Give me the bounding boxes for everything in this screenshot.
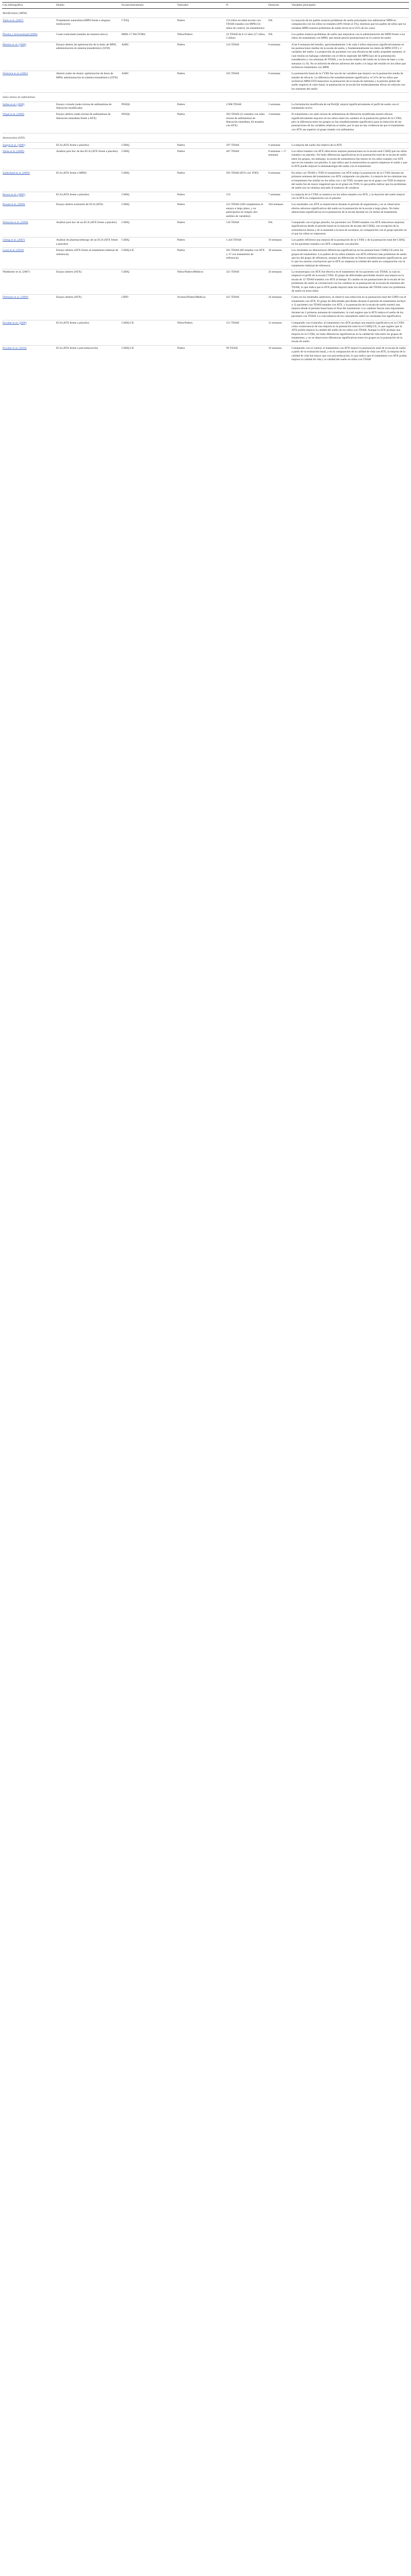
table-row bbox=[2, 148, 409, 170]
cell-study bbox=[2, 269, 56, 295]
cell-n: 153 bbox=[226, 192, 268, 202]
cell-informants: Padres bbox=[177, 170, 226, 192]
study-citation-link[interactable]: Sutherland et al. (2009) bbox=[3, 171, 30, 175]
cell-scale: CSHQ bbox=[121, 238, 177, 248]
cell-informants: Niños/Padres bbox=[177, 31, 226, 42]
cell-informants: Padres bbox=[177, 148, 226, 170]
study-citation-link[interactable]: Cheng et al. (2007) bbox=[3, 239, 25, 242]
cell-design: Ensayo cruzado (sales mixtas de anfetaminas de liberación modificada) bbox=[56, 101, 121, 112]
cell-informants: Padres bbox=[177, 219, 226, 238]
cell-duration: 7 semanas bbox=[268, 192, 291, 202]
cell-outcome: Los resultados con ATX se mantuvieron durante el período de seguimiento y no se observaron efectos adversos significativos del sueño en la puntuación de la escala a largo plazo. No hubo alteraciones significativas en la puntuación de la escala durante los 24 meses de tratamiento bbox=[291, 202, 409, 220]
cell-study bbox=[2, 170, 56, 192]
header-design: Diseño bbox=[56, 3, 121, 9]
cell-design: Ensayo abierto (ATX) bbox=[56, 269, 121, 295]
cell-study bbox=[2, 31, 56, 42]
cell-n: 421 TDAH bbox=[226, 295, 268, 320]
cell-scale: CSHQ bbox=[121, 192, 177, 202]
table-header-row bbox=[2, 3, 409, 9]
table-row bbox=[2, 170, 409, 192]
header-informants: Valorador bbox=[177, 3, 226, 9]
cell-outcome: La mejoría del sueño fue relativa de la ATX bbox=[291, 142, 409, 148]
cell-scale: ASRC bbox=[121, 42, 177, 71]
cell-duration: 8 semanas bbox=[268, 42, 291, 71]
cell-informants: Padres bbox=[177, 248, 226, 269]
cell-n: 203 TDAH (11 tratados con sales mixtas de anfetaminas de liberación inmediata, 84 tratados con ATX) bbox=[226, 112, 268, 133]
header-n: N bbox=[226, 3, 268, 9]
cell-duration: 24 semanas bbox=[268, 269, 291, 295]
table-row bbox=[2, 345, 409, 363]
study-citation-link[interactable]: Sallee et al. (2009) bbox=[3, 103, 25, 106]
cell-design: Ensayo abierto de optimización de la dosis de MPH, administración en sistema transdérmico (STD) bbox=[56, 42, 121, 71]
cell-scale: CSHQ-CE bbox=[121, 345, 177, 363]
table-row bbox=[2, 219, 409, 238]
cell-duration: 8 semanas bbox=[268, 71, 291, 93]
cell-outcome: Comparado con el placebo, el tratamiento con ATX produjo una mejoría significativa en la CYRS como consecuencia de una mejoría en la puntuación total en el CSHQ-CE, lo que sugiere que la ATX podría mejorar la calidad del sueño de los niños con TDAH. Aunque la ATX produjo una mejoría en la CYRS, no hubo diferencias significativas en la calidad de vida entre los grupos de tratamiento, y no se observaron diferencias significativas entre los grupos en la puntuación de la escala de sueño bbox=[291, 320, 409, 345]
cell-n: 124 TDAH bbox=[226, 42, 268, 71]
study-citation-link[interactable]: Escobar et al. (2009) bbox=[3, 321, 27, 325]
cell-outcome: La puntuación basal de la CYRS fue una de las variables que mejoró con la puntuación media de estudio de eficacia. La diferencia fue estadísticamente significativa: el 31% de los niños que recibieron MPH-STD mejoraron la puntuación de la escala de síntomas y la presión global del sueño respecto al valor basal; la puntuación en la escala fue moderadamente eficaz en relación con los síntomas del sueño bbox=[291, 71, 409, 93]
cell-scale: PSSQL bbox=[121, 101, 177, 112]
cell-duration: 6 semanas bbox=[268, 142, 291, 148]
section-label: Metilfenidato (MPH) bbox=[2, 9, 409, 18]
cell-duration: 8 semanas + 17 semanas bbox=[268, 148, 291, 170]
cell-scale: CSHQ bbox=[121, 219, 177, 238]
cell-n: 2.968 TDAH bbox=[226, 101, 268, 112]
table-row bbox=[2, 42, 409, 71]
cell-study bbox=[2, 101, 56, 112]
table-row bbox=[2, 112, 409, 133]
cell-duration: NA bbox=[268, 31, 291, 42]
cell-outcome: La monoterapia con ATX fue efectiva en el tratamiento de los pacientes con TDAH, la cual no empeoró el perfil de la escala CYRS. El grupo de dificultades percibidas mostró una mejora en la escala de 12 TDAH tratados con ATX al tiempo. El cambio en las puntuaciones de la escala de los problemas de sueño se correlacionó con los cambios en la puntuación de la escala de síntomas del TDAH, lo que indica que la ATX puede mejorar tanto los síntomas del TDAH como los problemas de sueño en estos niños bbox=[291, 269, 409, 295]
study-citation-link[interactable]: Wigal et al. (2009) bbox=[3, 113, 25, 116]
study-citation-link[interactable]: Pliszka y Schwarzkopf (2006) bbox=[3, 32, 38, 36]
cell-n: 297 TDAH bbox=[226, 142, 268, 148]
table-row bbox=[2, 295, 409, 320]
cell-informants: Padres bbox=[177, 18, 226, 31]
cell-scale: MMS 17 FACTORS bbox=[121, 31, 177, 42]
cell-duration: 10 semanas bbox=[268, 345, 291, 363]
cell-study bbox=[2, 142, 56, 148]
table-row bbox=[2, 101, 409, 112]
cell-outcome: A las 8 semanas del estudio, aproximadamente 3 de cada 4 niños mejoraron significativamente en las puntuaciones medias de la escala de sueño, y fundamentalmente los ítems de MPH-STD y 2 variables del sueño. La proporción de pacientes con una eficiencia del sueño aceptable aumentó, lo cual resulta un hallazgo coherente con el efecto esperado del MPH (uso de la presentación transdérmica y los síntomas de TDAH, y en la escala relativa del sueño en la línea de base y a las semanas 4 y 8). No se informó de efectos adversos del sueño a lo largo del estudio en los niños que recibieron tratamiento con MPH bbox=[291, 42, 409, 71]
table-row bbox=[2, 269, 409, 295]
cell-scale: CTSQ bbox=[121, 18, 177, 31]
study-citation-link[interactable]: Weiss et al. (2006) bbox=[3, 149, 24, 153]
cell-outcome: En niños con TDAH y TOD el tratamiento con ATX redujo la puntuación de la CYRS durante las primeras semanas del tratamiento con ATX comparado con placebo. La mejoría de los síntomas tras el tratamiento fue similar en los niños con y sin TOD, excepto que en el grupo con TOD la mejoría del sueño fue de mayor magnitud que en el grupo sin TOD, lo que podría indicar que los problemas de sueño son un síntoma asociado al trastorno de conducta bbox=[291, 170, 409, 192]
cell-duration: 24 semanas bbox=[268, 295, 291, 320]
cell-duration: 30 semanas bbox=[268, 248, 291, 269]
cell-outcome: Los niños tratados con ATX obtuvieron mejores puntuaciones en la escala total CSHQ que los niños tratados con placebo. No hubo diferencias significativas en la puntuación total de la escala de sueño entre los grupos, sin embargo, la escala de somnolencia fue menor en los niños tratados con ATX que en los tratados con placebo, lo que indica que la atomoxetina no parece empeorar el sueño y que la ATX puede mejorar la sintomatología del sueño con el tratamiento bbox=[291, 148, 409, 170]
cell-n: 1.424 TDAH bbox=[226, 238, 268, 248]
cell-design: Ensayo abierto extensión de ECA (ATX) bbox=[56, 202, 121, 220]
table-row bbox=[2, 202, 409, 220]
cell-duration: 12 semanas bbox=[268, 320, 291, 345]
cell-design: ECA (ATX frente a placebo) bbox=[56, 192, 121, 202]
cell-design: Ensayo abierto (ATX) bbox=[56, 295, 121, 320]
cell-scale: GIPD bbox=[121, 295, 177, 320]
cell-study bbox=[2, 148, 56, 170]
cell-design: ECA (ATX frente a psicoeducación) bbox=[56, 345, 121, 363]
cell-design: ECA (ATX frente a MPH) bbox=[56, 170, 121, 192]
cell-informants: Padres bbox=[177, 71, 226, 93]
table-row bbox=[2, 192, 409, 202]
cell-design: Tratamiento naturalista (MPH frente a ninguna medicación) bbox=[56, 18, 121, 31]
section-row bbox=[2, 133, 409, 142]
cell-informants: Padres bbox=[177, 42, 226, 71]
cell-n: 165 TDAH bbox=[226, 71, 268, 93]
cell-informants: Padres bbox=[177, 142, 226, 148]
section-row bbox=[2, 9, 409, 18]
cell-study bbox=[2, 192, 56, 202]
section-label: Atomoxetina (ATX) bbox=[2, 133, 409, 142]
header-study: Cita bibliográfica bbox=[2, 3, 56, 9]
cell-study bbox=[2, 295, 56, 320]
cell-n: 205 TDAH (95% con TOD) bbox=[226, 170, 268, 192]
cell-design: Análisis post hoc de dos ECA (ATX frente a placebo) bbox=[56, 148, 121, 170]
cell-scale: CSHQ bbox=[121, 269, 177, 295]
table-row bbox=[2, 248, 409, 269]
cell-study bbox=[2, 345, 56, 363]
cell-informants: Jóvenes/Padres/Médicos bbox=[177, 295, 226, 320]
table-row bbox=[2, 142, 409, 148]
cell-n: 201 TDAH (60 tratados con ATX y 37 con tratamiento de referencia) bbox=[226, 248, 268, 269]
cell-outcome: El tratamiento con sales mixtas de anfetaminas de liberación modificada mostró efectos significativamente mayores en los niños sobre los cambios en la puntuación global de la CYRS, pero la diferencia entre los grupos no fue estadísticamente significativa para la reducción de las puntuaciones de las variables relativas al sueño, por lo que no hay evidencia de que el tratamiento con ATX sea superior al grupo tratado con anfetamina bbox=[291, 112, 409, 133]
cell-n: 99 TDAH bbox=[226, 345, 268, 363]
study-citation-link[interactable]: Wietecha et al. (2009) bbox=[3, 221, 28, 224]
cell-duration: 8 semanas bbox=[268, 170, 291, 192]
table-body bbox=[2, 9, 409, 363]
cell-outcome: Como en los resultados anteriores, se observó una reducción en la puntuación total del GIPD con el tratamiento con ATX. El grupo de dificultades percibidas durante el período de tratamiento incluyó a 12 pacientes con TDAH tratados con ATX, y la puntuación de la escala de sueño mostró una mejoría desde el período basal hasta el final del tratamiento. Los cambios fueron más importantes durante las 2 primeras semanas de tratamiento, lo cual sugiere que la ATX mejora el sueño de los pacientes con TDAH. La concordancia de los valoradores sobre los resultados fue significativa bbox=[291, 295, 409, 320]
study-citation-link[interactable]: Escobar et al. (2010) bbox=[3, 346, 27, 350]
study-citation-link[interactable]: Dittmann et al. (2009) bbox=[3, 296, 28, 299]
cell-study bbox=[2, 320, 56, 345]
cell-outcome: La formulación modificada de sal PeriQL mejoró significativamente el perfil de sueño con el tratamiento activo bbox=[291, 101, 409, 112]
cell-study bbox=[2, 18, 56, 31]
cell-informants: Padres bbox=[177, 202, 226, 220]
cell-duration: NA bbox=[268, 18, 291, 31]
study-citation-link[interactable]: Sangal et al. (2006) bbox=[3, 143, 25, 147]
cell-n: 114 niños en edad escolar con TDAH tratados con MPH (54 niños de control, sin tratamiento) bbox=[226, 18, 268, 31]
cell-informants: Niños/Padres bbox=[177, 320, 226, 345]
cell-study bbox=[2, 42, 56, 71]
cell-n: 22 TDAH de 6-12 años (17 niños, 5 niñas) bbox=[226, 31, 268, 42]
cell-n: 510 TDAH bbox=[226, 219, 268, 238]
cell-scale: CSHQ bbox=[121, 148, 177, 170]
cell-informants: Padres bbox=[177, 238, 226, 248]
cell-duration: 104 semanas bbox=[268, 202, 291, 220]
cell-design: Ensayo abierto (sales mixtas de anfetaminas de liberación inmediata frente a ATX) bbox=[56, 112, 121, 133]
header-duration: Duración bbox=[268, 3, 291, 9]
cell-n: 412 TDAH (100 completaron el ensayo a largo plazo, y no participaron en ningún otro análisis de variables) bbox=[226, 202, 268, 220]
cell-n: 151 TDAH bbox=[226, 320, 268, 345]
cell-informants: Padres bbox=[177, 192, 226, 202]
cell-design: Abierto (salto de dosis): optimización de dosis de MPH, administración en sistema transdérmico (STD) bbox=[56, 71, 121, 93]
cell-design: Análisis de pharmacotherapy de un ECA (ATX frente a placebo) bbox=[56, 238, 121, 248]
study-citation-link[interactable]: Lizza et al. (2010) bbox=[3, 249, 24, 252]
cell-duration: 3 semanas bbox=[268, 112, 291, 133]
cell-scale: CSHQ bbox=[121, 142, 177, 148]
cell-outcome: La mejoría de la CYRS se mantuvo en los niños tratados con ATX, y la duración del sueño mejoró con la ATX en comparación con el placebo bbox=[291, 192, 409, 202]
cell-outcome: Los padres refirieron una mejoría de la puntuación de la CYRS y de la puntuación total del CSHQ en los pacientes tratados con ATX comparado con placebo bbox=[291, 238, 409, 248]
cell-study bbox=[2, 202, 56, 220]
studies-table bbox=[2, 2, 409, 363]
table-row bbox=[2, 31, 409, 42]
cell-outcome: Los resultados no demostraron diferencias significativas en las puntuaciones CSHQ-CE entre los grupos de tratamiento. Los padres de los niños tratados con ATX refirieron más problemas de sueño que los del grupo de referencia, aunque las diferencias no fueron estadísticamente significativas, por lo que los autores concluyeron que la ATX no empeora la calidad del sueño en comparación con el tratamiento habitual de referencia bbox=[291, 248, 409, 269]
cell-study bbox=[2, 238, 56, 248]
table-row bbox=[2, 320, 409, 345]
cell-scale: ASRC bbox=[121, 71, 177, 93]
cell-informants: Padres bbox=[177, 101, 226, 112]
cell-study bbox=[2, 71, 56, 93]
cell-design: Análisis post hoc de un ECA (ATX frente a placebo) bbox=[56, 219, 121, 238]
cell-study bbox=[2, 219, 56, 238]
table-row bbox=[2, 71, 409, 93]
study-citation-link[interactable]: Prasad et al. (2009) bbox=[3, 203, 25, 207]
cell-design: ECA (ATX frente a placebo) bbox=[56, 320, 121, 345]
cell-outcome: Los padres notaron problemas de sueño que mejoraron con la administración del MPH frente a los niños sin tratamiento con MPH, que tenían peores puntuaciones en el control de sueño bbox=[291, 31, 409, 42]
section-label: Sales mixtas de anfetaminas bbox=[2, 93, 409, 101]
header-scale: Escala/instrumento bbox=[121, 3, 177, 9]
table-row bbox=[2, 18, 409, 31]
study-citation: Waldmeier et al. (2007) bbox=[3, 270, 30, 274]
cell-study bbox=[2, 112, 56, 133]
table-row bbox=[2, 238, 409, 248]
section-row bbox=[2, 93, 409, 101]
cell-outcome: La mayoría de los padres notaron problemas de sueño principales tras administrar MPH en comparación con los niños no tratados (40% frente al 3%), mientras que los padres de niños que no tomaban MPH notaron problemas de sueño leves en el 25% de los casos bbox=[291, 18, 409, 31]
header-outcome: Variables principales bbox=[291, 3, 409, 9]
cell-scale: CSHQ-CE bbox=[121, 248, 177, 269]
cell-design: Ensayo abierto (ATX frente al tratamiento habitual de referencia) bbox=[56, 248, 121, 269]
cell-scale: CSHQ bbox=[121, 170, 177, 192]
cell-outcome: Comparado con el grupo placebo, los pacientes con TDAH tratados con ATX obtuvieron mejorías significativas desde el período basal en la mayoría de escalas del CSHQ, con excepción de la somnolencia diurna y de la ansiedad a la hora de acostarse, en comparación con el grupo placebo en el que los niños no mejoraron bbox=[291, 219, 409, 238]
cell-scale: PSSQL bbox=[121, 112, 177, 133]
cell-informants: Padres bbox=[177, 112, 226, 133]
cell-duration: NA bbox=[268, 219, 291, 238]
cell-informants: Padres bbox=[177, 345, 226, 363]
cell-informants: Niños/Padres/Médicos bbox=[177, 269, 226, 295]
cell-duration: 10 semanas bbox=[268, 238, 291, 248]
cell-design: Cuasi-controlado (tamaño de muestra único) bbox=[56, 31, 121, 42]
cell-design: ECA (ATX frente a placebo) bbox=[56, 142, 121, 148]
study-citation-link[interactable]: Brown et al. (2006) bbox=[3, 193, 25, 196]
cell-outcome: Comparado con el control, el tratamiento con ATX mejoró la puntuación total de la escala de sueño a partir de la evaluación basal, y en la comparación de la calidad de vida con ATX, la mejoría de la calidad de vida fue mayor que con psicoeducación, lo que indica que el tratamiento con ATX podría mejorar la calidad de vida y la calidad del sueño en niños con TDAH bbox=[291, 345, 409, 363]
cell-scale: CSHQ bbox=[121, 202, 177, 220]
cell-n: 321 TDAH bbox=[226, 269, 268, 295]
study-citation-link[interactable]: Wolraich et al. (2005) bbox=[3, 72, 28, 76]
cell-n: 467 TDAH bbox=[226, 148, 268, 170]
cell-scale: CSHQ-CE bbox=[121, 320, 177, 345]
cell-study bbox=[2, 248, 56, 269]
study-citation-link[interactable]: Yatin et al. (2007) bbox=[3, 19, 24, 22]
study-citation-link[interactable]: Martins et al. (2008) bbox=[3, 43, 26, 46]
cell-duration: 5 semanas bbox=[268, 101, 291, 112]
